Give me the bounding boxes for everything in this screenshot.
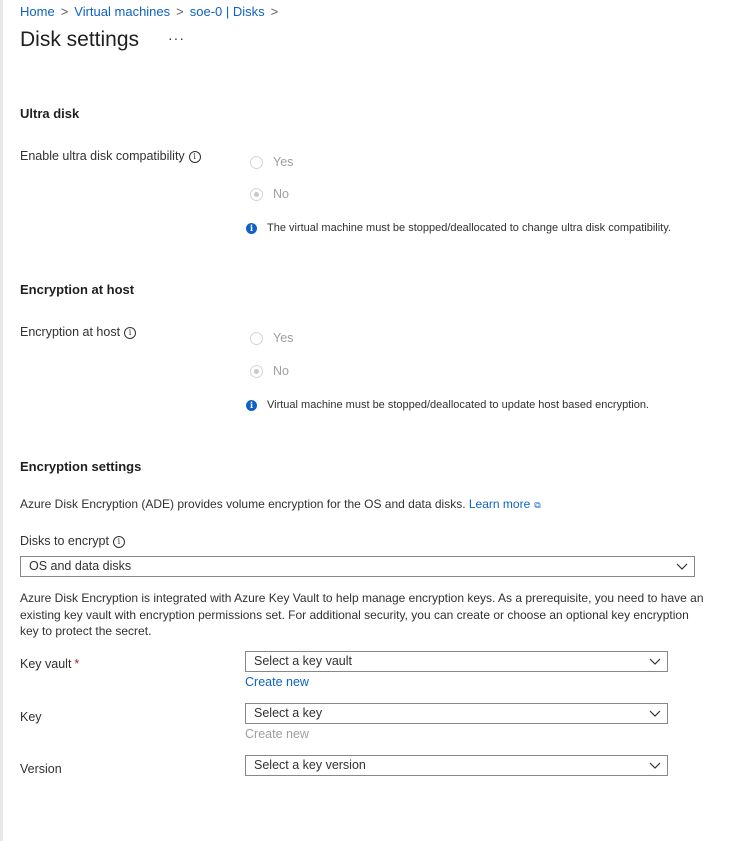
host-encryption-info-message	[246, 399, 649, 411]
key-vault-paragraph: Azure Disk Encryption is integrated with Azure Key Vault to help manage encryption keys. As a prerequisite, you need to have an existing key vault with encryption permissions set. For additional security, you can create or choose an optional key encryption key to protect the secret.	[20, 591, 704, 638]
chevron-down-icon	[649, 652, 661, 671]
chevron-down-icon	[649, 756, 661, 775]
ultra-disk-no-label: No	[273, 187, 289, 201]
ultra-disk-info-text: The virtual machine must be stopped/deallocated to change ultra disk compatibility.	[267, 222, 671, 234]
disks-to-encrypt-label-text: Disks to encrypt	[20, 534, 109, 548]
info-icon[interactable]: i	[113, 536, 125, 548]
key-vault-label	[20, 657, 79, 671]
host-encryption-heading: Encryption at host	[20, 282, 135, 297]
chevron-down-icon	[676, 557, 688, 576]
external-link-icon[interactable]: ⧉	[534, 499, 541, 510]
chevron-right-icon: >	[176, 4, 184, 19]
host-encryption-no-radio[interactable]	[250, 364, 289, 378]
version-dropdown[interactable]	[245, 755, 668, 776]
radio-circle[interactable]	[250, 188, 263, 201]
host-encryption-yes-label: Yes	[273, 331, 294, 345]
ultra-disk-label-text: Enable ultra disk compatibility	[20, 149, 185, 163]
chevron-right-icon: >	[60, 4, 69, 19]
key-vault-dropdown[interactable]	[245, 651, 668, 672]
radio-selected-dot	[254, 369, 259, 374]
ade-description-text: Azure Disk Encryption (ADE) provides volume encryption for the OS and data disks.	[20, 497, 466, 511]
key-vault-create-new-link[interactable]: Create new	[245, 675, 309, 689]
host-encryption-yes-radio[interactable]	[250, 331, 293, 345]
radio-circle[interactable]	[250, 332, 263, 345]
breadcrumb-disks[interactable]: soe-0 | Disks	[189, 4, 265, 19]
encryption-settings-heading: Encryption settings	[20, 459, 142, 474]
key-vault-placeholder: Select a key vault	[254, 654, 352, 668]
info-icon[interactable]: i	[189, 151, 201, 163]
chevron-right-icon: >	[270, 4, 279, 19]
info-filled-icon: i	[246, 400, 257, 411]
key-label: Key	[20, 710, 42, 724]
radio-circle[interactable]	[250, 365, 263, 378]
disks-to-encrypt-value: OS and data disks	[29, 559, 132, 573]
key-placeholder: Select a key	[254, 706, 323, 720]
breadcrumb-virtual-machines[interactable]: Virtual machines	[74, 4, 171, 19]
breadcrumb	[20, 4, 284, 19]
version-placeholder: Select a key version	[254, 758, 366, 772]
page-title: Disk settings	[20, 28, 140, 51]
disks-to-encrypt-dropdown[interactable]	[20, 556, 695, 577]
disks-to-encrypt-label	[20, 534, 125, 548]
ultra-disk-heading: Ultra disk	[20, 106, 80, 121]
key-create-new-disabled: Create new	[245, 727, 309, 741]
left-border	[0, 0, 3, 841]
radio-selected-dot	[254, 192, 259, 197]
ade-description	[20, 496, 541, 513]
key-dropdown[interactable]	[245, 703, 668, 724]
key-vault-label-text: Key vault	[20, 657, 72, 671]
more-options-icon[interactable]: ···	[168, 30, 185, 46]
ultra-disk-label	[20, 149, 201, 163]
ultra-disk-no-radio[interactable]	[250, 187, 289, 201]
chevron-down-icon	[649, 704, 661, 723]
ultra-disk-yes-label: Yes	[273, 155, 294, 169]
version-label: Version	[20, 762, 62, 776]
host-encryption-label-text: Encryption at host	[20, 325, 121, 339]
radio-circle[interactable]	[250, 156, 263, 169]
ultra-disk-info-message	[246, 222, 671, 234]
host-encryption-no-label: No	[273, 364, 289, 378]
info-icon[interactable]: i	[124, 327, 136, 339]
required-asterisk: *	[74, 657, 80, 671]
learn-more-link[interactable]: Learn more	[468, 497, 531, 511]
info-filled-icon: i	[246, 223, 257, 234]
host-encryption-info-text: Virtual machine must be stopped/deallocated to update host based encryption.	[267, 399, 649, 411]
host-encryption-label	[20, 325, 136, 339]
breadcrumb-home[interactable]: Home	[20, 4, 55, 19]
ultra-disk-yes-radio[interactable]	[250, 155, 293, 169]
